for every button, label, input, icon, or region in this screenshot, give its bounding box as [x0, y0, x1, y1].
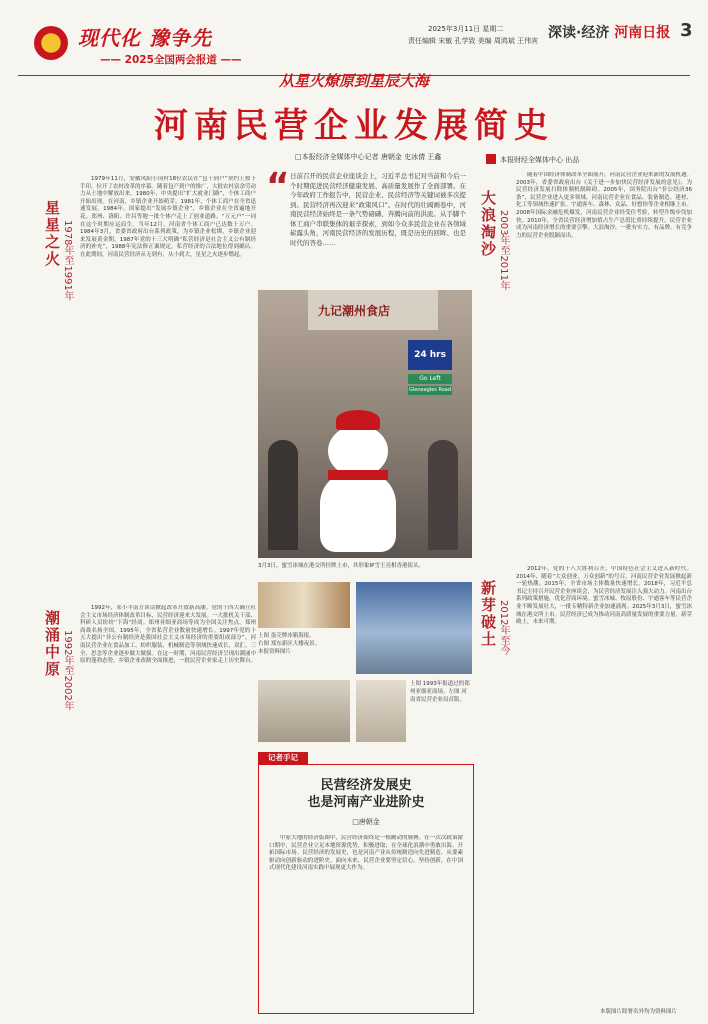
main-photo-caption: 3月3日，蜜雪冰城在港交所挂牌上市，其形象IP雪王亮相香港街头。: [258, 563, 424, 569]
road-sign-street: Gleneagles Road: [408, 387, 452, 393]
date-line: 2025年3月11日 星期二: [428, 25, 504, 33]
page-title: 河南民营企业发展简史: [154, 106, 554, 146]
section-title-4: 新芽破土: [479, 580, 497, 648]
mascot-scarf: [328, 470, 388, 480]
shop-sign: 九记潮州食店: [318, 304, 391, 318]
road-sign-go-left: Go Left: [408, 374, 452, 384]
paper-masthead: [548, 22, 670, 42]
top-photo-caption: [258, 632, 350, 656]
column-1b-paragraph: 1992年，邓小平南方谈话掀起改革开放新高潮。党的十四大确立社会主义市场经济体制改革目标，民营经济迎来大发展。一大批机关干部、科研人员纷纷“下海”经商。郑州亚细亚商场等成为全国关注焦点，郑州商战名扬全国。1995年，全省私营企业数量快速增长。1997年党的十五大提出“非公有制经济是我国社会主义市场经济的重要组成部分”。河南民营企业在食品加工、纺织服装、机械制造等领域快速成长，双汇、三全、思念等企业逐步做大做强。在这一时期，河南民营经济呈现出潮涌中原的蓬勃态势，乡镇企业改制全面推进，一批民营企业家走上历史舞台。: [80, 605, 256, 665]
column-1b-text: [80, 605, 256, 1010]
newspaper-photo-left: [258, 680, 350, 742]
commentary-author: □唐朝金: [352, 818, 380, 826]
commentary-title-1: 民营经济发展史: [320, 778, 412, 793]
photo-source-text: 本报资料图片: [258, 649, 292, 655]
brand-name: 河南日报: [614, 25, 671, 41]
top-caption-text: 上图 蛋壳牌冰箱海报。: [258, 633, 315, 639]
header-slogan: 现代化 豫争先: [78, 26, 212, 50]
column-1-text: [80, 176, 256, 581]
column-3-text: [516, 172, 692, 554]
mascot-body: [320, 472, 396, 552]
column-4-paragraph: 2012年，党的十八大胜利召开，中国特色社会主义进入新时代。2014年，随着“大众创业、万众创新”的号召，河南民营企业发展掀起新一轮热潮。2015年，全省市场主体数量快速增长。2018年，习近平总书记主持召开民营企业座谈会，为民营经济发展注入强大动力。河南出台系列政策措施，优化营商环境。蜜雪冰城、牧原股份、宇通客车等民营企业不断发展壮大，一批专精特新企业加速涌现。2025年3月3日，蜜雪冰城在港交所上市。民营经济已成为推动河南高质量发展的重要力量，新芽破土，未来可期。: [516, 566, 692, 626]
commentary-text: [269, 835, 463, 1011]
mascot-crown: [336, 410, 380, 430]
bottom-photo-caption: 上图 1993年报道过的郑州亚细亚商场。左图 河南省民营企业局首版。: [410, 681, 470, 703]
section-title-1: 星星之火: [43, 200, 61, 268]
quote-mark-icon: “: [266, 166, 290, 207]
section-period-4: 2012年至今: [498, 600, 509, 656]
editors-line: 责任编辑 宋敏 孔学致 美编 周鸿斌 王伟宾: [408, 37, 539, 45]
newspaper-photo-right: [356, 680, 406, 742]
right-byline: 本报财经全媒体中心 出品: [500, 156, 580, 164]
right-caption-text: 右图 郑东新区大楼夜景。: [258, 641, 321, 647]
commentary-tag: 记者手记: [258, 752, 308, 764]
header-subslogan: —— 2025全国两会报道 ——: [100, 54, 242, 66]
column-4-text: [516, 566, 692, 1002]
intro-quote: 日前召开的民营企业座谈会上，习近平总书记对当前和今后一个时期促进民营经济健康发展、高质量发展作了全面部署。在今年政府工作报告中，民营企业、民营经济等关键词被多次提到。民营经济再次迎来“政策风口”。在时代的壮阔画卷中，河南民营经济始终是一条气势磅礴、奔腾向前的洪流。从手脚个体工商户串联集体的艰辛探索，到如今众多民营企业在各领域崭露头角，河南民营经济的发展历程，既是历史的回眸、也是时代的答卷……: [290, 172, 466, 247]
column-1-paragraph: 1979年11月，安徽凤阳小岗村18位农民在“包干到户”契约上按下手印，拉开了农村改革的序幕。随着包产到户的推广，大批农村富余劳动力从土地中解放出来。1980年，中央提出“扩大就业门路”，个体工商户开始出现。在河南，乡镇企业开始萌芽。1981年，个体工商户在全省迅速发展。1984年，国家提出“发展乡镇企业”，乡镇企业在全省遍地开花。郑州、洛阳、许昌等地一批个体户走上了创业道路。“万元户”一词在这个时期应运而生。当年12月，河南省个体工商户已达数十万户。1984年3月，省委省政府出台系列政策，为乡镇企业松绑，乡镇企业迎来发展黄金期。1987年党的十三大明确“私营经济是社会主义公有制经济的补充”，1988年宪法修正案规定，私营经济的合法地位得到确认。在此期间，河南民营经济从无到有，从小到大，星星之火逐步燃起。: [80, 176, 256, 258]
section-period-1: 1978年至1991年: [62, 220, 73, 301]
footer-note: 本版图片除署名外均为资料图片: [600, 1009, 678, 1015]
section-period-3: 2003年至2011年: [498, 210, 509, 291]
main-photo: [258, 290, 472, 558]
fridge-poster-photo: [258, 582, 350, 628]
section-name: 深读·经济: [548, 25, 610, 41]
section-title-3: 大浪淘沙: [479, 190, 497, 258]
brand-square-icon: [486, 154, 496, 164]
commentary-paragraph: 中原大地的经济版图中，民营经济始终是一根跳动的脉搏。在一次次政策窗口期中，民营企业立足本地资源优势，积极进取；在全球化浪潮中勇敢出海、开拓国际市场。民营经济的发展史，也是河南产业从传统制造向先进制造、从要素驱动向创新驱动的进阶史。面向未来，民营企业要坚定信心，坚持创新，在中国式现代化建设河南实践中展现更大作为。: [269, 835, 463, 872]
byline: □本报经济全媒体中心记者 唐朝金 史冰倩 王鑫: [295, 153, 442, 161]
section-period-2: 1992年至2002年: [62, 630, 73, 711]
national-emblem-icon: [34, 26, 68, 60]
page-number: 3: [680, 20, 693, 41]
column-3-paragraph: 随着中国经济体制改革全面展开，河南民营企业迎来新的发展机遇。2003年，省委省政府出台《关于进一步加快民营经济发展的意见》，为民营经济发展扫除体制机制障碍。2005年，国务院出台“非公经济36条”，民营企业进入更多领域。河南民营企业在食品、装备制造、建材、化工等领域快速扩张。宇通客车、森林、众品、好想你等企业相继上市。2008年国际金融危机爆发，河南民营企业经受住考验，转型升级步伐加快。2010年，全省民营经济增加值占生产总值比重持续提升。民营企业成为河南经济增长的重要引擎。大浪淘沙，一批有实力、有品牌、有竞争力的民营企业脱颖而出。: [516, 172, 692, 239]
page-header: [0, 0, 708, 70]
commentary-title-2: 也是河南产业进阶史: [307, 795, 425, 810]
section-title-2: 潮涌中原: [43, 610, 61, 678]
city-night-photo: [356, 582, 472, 674]
commentary-box: [258, 764, 474, 1014]
kicker-title: 从星火燎原到星辰大海: [278, 72, 429, 90]
road-sign-24hrs: 24 hrs: [408, 340, 452, 370]
